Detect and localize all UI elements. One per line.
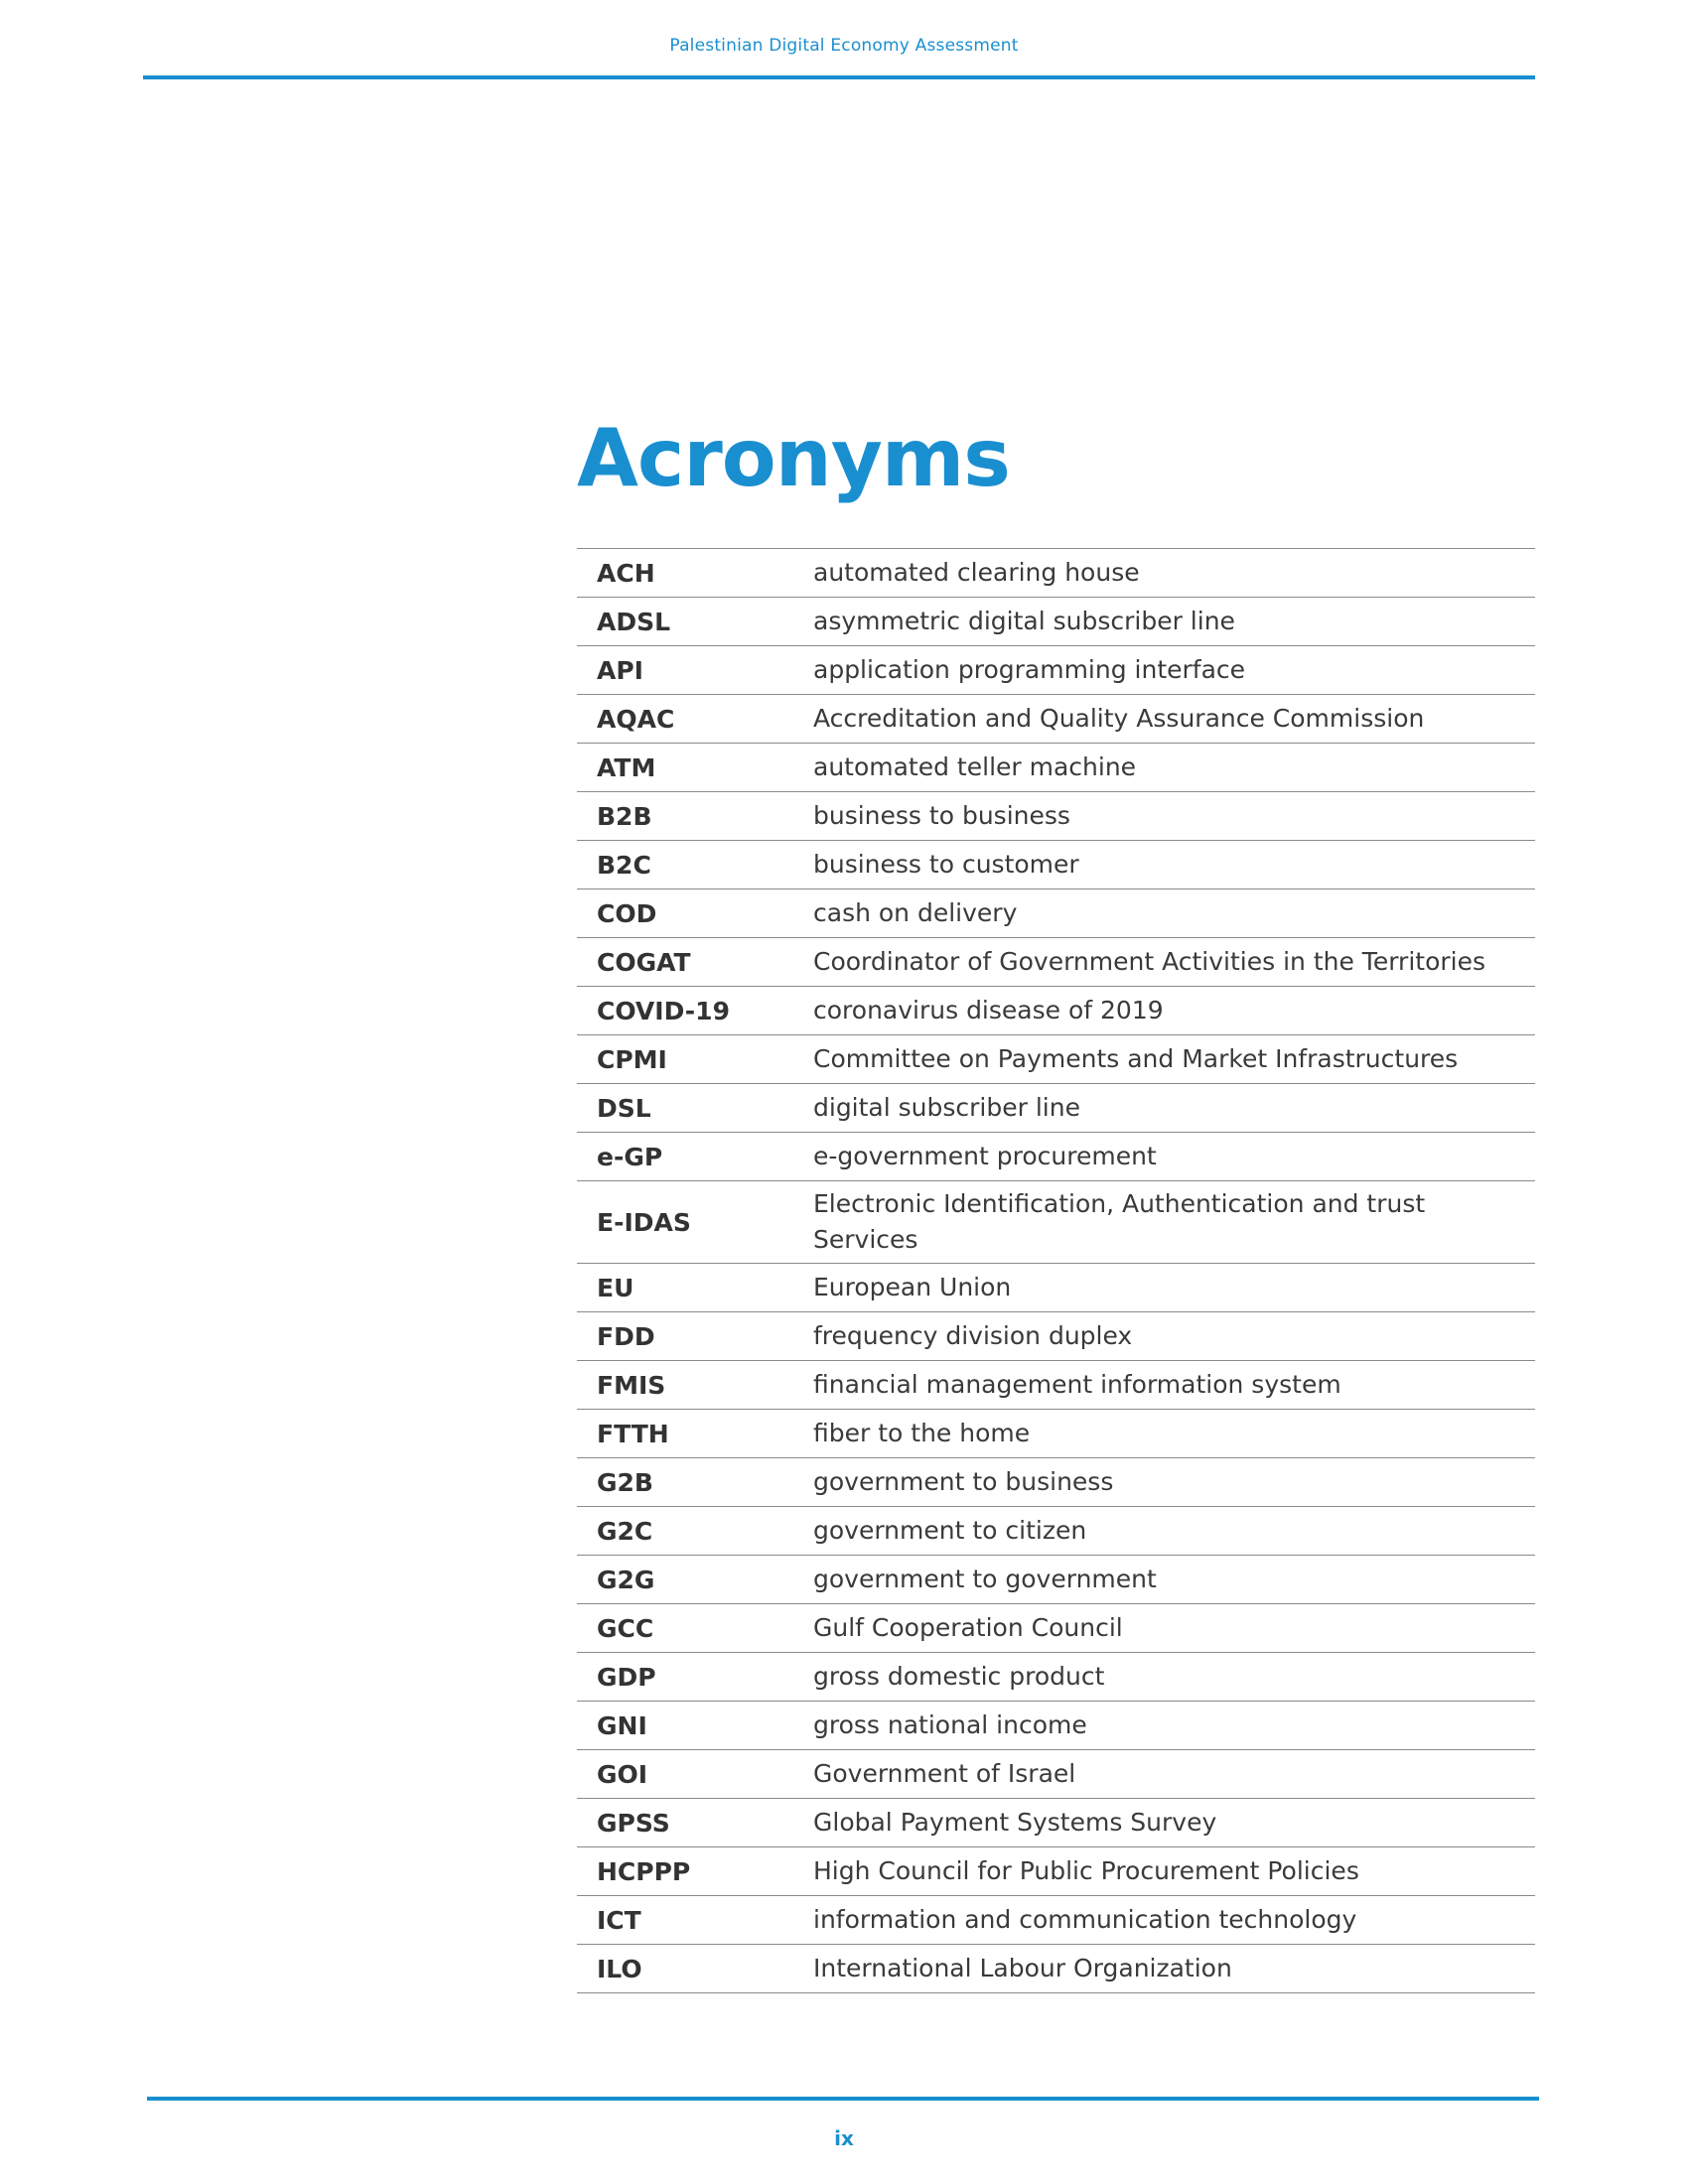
page-number: ix bbox=[834, 2126, 854, 2150]
acronym-abbreviation: FTTH bbox=[597, 1419, 669, 1448]
acronym-definition: gross domestic product bbox=[813, 1662, 1105, 1691]
acronym-row bbox=[577, 1799, 1535, 1847]
acronym-definition: e-government procurement bbox=[813, 1142, 1157, 1170]
acronym-abbreviation: GCC bbox=[597, 1613, 654, 1643]
acronym-row bbox=[577, 987, 1535, 1035]
acronym-row bbox=[577, 1507, 1535, 1556]
acronym-abbreviation: E-IDAS bbox=[597, 1207, 691, 1237]
acronym-row bbox=[577, 1361, 1535, 1410]
acronym-row bbox=[577, 1702, 1535, 1750]
acronym-row bbox=[577, 549, 1535, 598]
acronym-abbreviation: GDP bbox=[597, 1662, 656, 1692]
acronym-row bbox=[577, 1084, 1535, 1133]
acronym-abbreviation: GPSS bbox=[597, 1808, 670, 1838]
acronym-row bbox=[577, 1035, 1535, 1084]
acronym-abbreviation: API bbox=[597, 655, 643, 685]
acronym-definition: Electronic Identification, Authentication and trust Services bbox=[813, 1189, 1426, 1254]
acronym-row bbox=[577, 1847, 1535, 1896]
acronym-abbreviation: HCPPP bbox=[597, 1856, 691, 1886]
acronym-abbreviation: ADSL bbox=[597, 607, 671, 636]
acronym-row bbox=[577, 1750, 1535, 1799]
page-title: Acronyms bbox=[577, 412, 1010, 504]
acronym-definition: High Council for Public Procurement Policies bbox=[813, 1856, 1359, 1885]
acronym-abbreviation: G2C bbox=[597, 1516, 653, 1546]
acronym-row bbox=[577, 744, 1535, 792]
acronym-abbreviation: B2C bbox=[597, 850, 651, 880]
acronym-abbreviation: DSL bbox=[597, 1093, 651, 1123]
acronym-row bbox=[577, 1133, 1535, 1181]
running-header: Palestinian Digital Economy Assessment bbox=[669, 36, 1019, 56]
acronym-abbreviation: B2B bbox=[597, 801, 652, 831]
acronym-definition: digital subscriber line bbox=[813, 1093, 1080, 1122]
acronym-definition: fiber to the home bbox=[813, 1419, 1031, 1447]
acronym-abbreviation: FMIS bbox=[597, 1370, 666, 1400]
acronym-row bbox=[577, 1312, 1535, 1361]
acronym-abbreviation: e-GP bbox=[597, 1142, 663, 1171]
acronym-abbreviation: FDD bbox=[597, 1321, 655, 1351]
acronym-definition: Coordinator of Government Activities in the Territories bbox=[813, 947, 1485, 976]
acronym-definition: European Union bbox=[813, 1273, 1012, 1301]
acronym-row bbox=[577, 1653, 1535, 1702]
acronym-row bbox=[577, 598, 1535, 646]
acronym-definition: coronavirus disease of 2019 bbox=[813, 996, 1164, 1024]
acronym-row bbox=[577, 1181, 1535, 1264]
acronym-definition: Government of Israel bbox=[813, 1759, 1076, 1788]
acronym-abbreviation: ATM bbox=[597, 752, 656, 782]
acronym-definition: automated teller machine bbox=[813, 752, 1137, 781]
acronym-abbreviation: GNI bbox=[597, 1710, 647, 1740]
acronym-abbreviation: ILO bbox=[597, 1954, 642, 1983]
acronym-definition: Committee on Payments and Market Infrastructures bbox=[813, 1044, 1459, 1073]
acronym-definition: frequency division duplex bbox=[813, 1321, 1133, 1350]
acronym-abbreviation: CPMI bbox=[597, 1044, 667, 1074]
acronym-definition: financial management information system bbox=[813, 1370, 1341, 1399]
header-divider bbox=[143, 75, 1535, 79]
acronym-definition: information and communication technology bbox=[813, 1905, 1357, 1934]
acronym-definition: Accreditation and Quality Assurance Commission bbox=[813, 704, 1425, 733]
acronym-definition: government to business bbox=[813, 1467, 1114, 1496]
acronym-row bbox=[577, 695, 1535, 744]
acronym-row bbox=[577, 1264, 1535, 1312]
acronym-abbreviation: GOI bbox=[597, 1759, 648, 1789]
acronym-row bbox=[577, 1556, 1535, 1604]
acronym-definition: asymmetric digital subscriber line bbox=[813, 607, 1235, 635]
acronym-abbreviation: ACH bbox=[597, 558, 655, 588]
acronym-definition: government to government bbox=[813, 1565, 1157, 1593]
footer-divider bbox=[147, 2097, 1539, 2101]
acronym-row bbox=[577, 646, 1535, 695]
acronym-abbreviation: COGAT bbox=[597, 947, 691, 977]
acronym-abbreviation: COD bbox=[597, 898, 657, 928]
acronym-definition: business to customer bbox=[813, 850, 1079, 879]
acronym-definition: application programming interface bbox=[813, 655, 1246, 684]
acronym-definition: Gulf Cooperation Council bbox=[813, 1613, 1123, 1642]
acronym-row bbox=[577, 889, 1535, 938]
acronym-definition: automated clearing house bbox=[813, 558, 1140, 587]
acronym-abbreviation: G2B bbox=[597, 1467, 653, 1497]
acronym-row bbox=[577, 1458, 1535, 1507]
acronym-definition: gross national income bbox=[813, 1710, 1087, 1739]
acronym-definition: International Labour Organization bbox=[813, 1954, 1232, 1982]
acronym-row bbox=[577, 1410, 1535, 1458]
acronym-row bbox=[577, 1604, 1535, 1653]
acronym-row bbox=[577, 792, 1535, 841]
acronym-definition: cash on delivery bbox=[813, 898, 1018, 927]
acronym-abbreviation: EU bbox=[597, 1273, 634, 1302]
acronym-row bbox=[577, 1896, 1535, 1945]
acronym-abbreviation: G2G bbox=[597, 1565, 655, 1594]
acronym-abbreviation: ICT bbox=[597, 1905, 641, 1935]
acronym-row bbox=[577, 938, 1535, 987]
acronym-definition: government to citizen bbox=[813, 1516, 1087, 1545]
acronym-abbreviation: AQAC bbox=[597, 704, 675, 734]
acronym-table bbox=[577, 548, 1535, 1993]
acronym-row bbox=[577, 841, 1535, 889]
acronym-row bbox=[577, 1945, 1535, 1993]
acronym-definition: business to business bbox=[813, 801, 1070, 830]
acronym-abbreviation: COVID-19 bbox=[597, 996, 730, 1025]
acronym-definition: Global Payment Systems Survey bbox=[813, 1808, 1217, 1837]
